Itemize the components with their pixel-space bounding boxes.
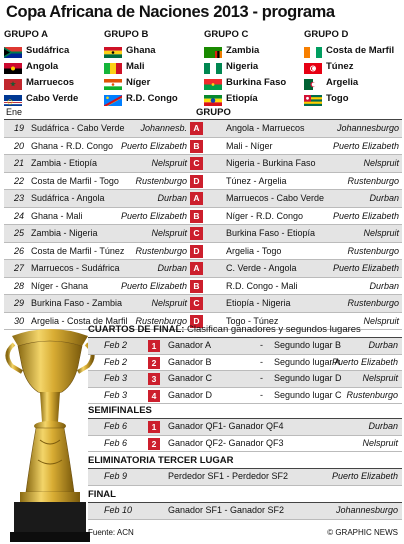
match-day: 30 — [13, 315, 24, 326]
flag-cape-verde-icon — [4, 93, 22, 104]
third-place-section — [88, 454, 402, 486]
team-name: Sudáfrica — [26, 44, 70, 56]
team-row — [4, 90, 102, 106]
team-right: Segundo lugar C — [274, 389, 342, 400]
match-venue: Puerto Elizabeth — [331, 471, 398, 481]
match-text: Ganador SF1 - Ganador SF2 — [168, 505, 285, 515]
flag-tunisia-icon — [304, 61, 322, 72]
group-a — [4, 29, 102, 106]
match-row — [4, 208, 402, 226]
venue-left: Rustenburgo — [135, 245, 187, 256]
venue-left: Durban — [157, 263, 187, 273]
venue-left: Rustenburgo — [135, 175, 187, 186]
quarterfinals-header — [88, 323, 402, 338]
match-right: R.D. Congo - Mali — [226, 280, 298, 291]
page-title: Copa Africana de Naciones 2013 - programa — [6, 3, 335, 21]
match-left: Argelia - Costa de Marfil — [31, 315, 128, 326]
group-badge: C — [190, 157, 203, 170]
month-label: Ene — [6, 107, 23, 117]
venue-left: Puerto Elizabeth — [120, 140, 187, 151]
semifinals-section — [88, 404, 402, 452]
quarterfinal-row — [88, 338, 402, 355]
group-badge: B — [190, 280, 203, 293]
venue-left: Nelspruit — [151, 228, 187, 238]
group-badge: A — [190, 262, 203, 275]
team-row — [104, 74, 202, 90]
group-badge: D — [190, 245, 203, 258]
team-right: Segundo lugar B — [274, 340, 342, 350]
match-day: 22 — [13, 175, 24, 186]
team-name: Zambia — [226, 44, 260, 56]
semifinal-row — [88, 436, 402, 453]
team-name: Cabo Verde — [26, 92, 79, 104]
match-day: 28 — [13, 280, 24, 291]
team-left: Ganador C — [168, 373, 213, 383]
flag-mali-icon — [104, 61, 122, 72]
team-row — [304, 42, 402, 58]
match-venue: Johannesburgo — [335, 505, 398, 515]
team-row — [4, 42, 102, 58]
match-left: Marruecos - Sudáfrica — [31, 263, 120, 273]
flag-zambia-icon — [204, 45, 222, 56]
match-right: Nigeria - Burkina Faso — [226, 158, 316, 168]
match-day: 19 — [13, 123, 24, 133]
team-name: R.D. Congo — [126, 92, 178, 104]
match-right: Níger - R.D. Congo — [226, 210, 304, 221]
match-row — [4, 190, 402, 208]
match-left: Costa de Marfil - Túnez — [31, 245, 125, 256]
match-number-badge: 1 — [148, 340, 160, 352]
group-title: GRUPO A — [4, 29, 48, 40]
venue-left: Nelspruit — [151, 298, 187, 308]
group-badge: C — [190, 297, 203, 310]
match-venue: Rustenburgo — [346, 389, 398, 400]
group-badge: B — [190, 210, 203, 223]
match-day: Feb 6 — [104, 421, 128, 431]
venue-right: Rustenburgo — [347, 298, 399, 308]
team-row — [204, 90, 302, 106]
third-place-row — [88, 469, 402, 486]
match-row — [4, 260, 402, 278]
team-name: Togo — [326, 92, 349, 104]
team-row — [304, 90, 402, 106]
group-badge: D — [190, 175, 203, 188]
semifinal-row — [88, 419, 402, 436]
match-right: Burkina Faso - Etiopía — [226, 228, 316, 238]
match-left: Ghana - Mali — [31, 210, 83, 221]
separator: - — [260, 389, 263, 400]
quarterfinals-title: CUARTOS DE FINAL: — [88, 324, 185, 335]
venue-left: Puerto Elizabeth — [120, 210, 187, 221]
group-title: GRUPO C — [204, 29, 249, 40]
venue-right: Johannesburgo — [336, 123, 399, 133]
match-venue: Durban — [368, 340, 398, 350]
team-row — [104, 90, 202, 106]
venue-left: Durban — [157, 193, 187, 203]
match-day: 20 — [13, 140, 24, 151]
venue-right: Nelspruit — [363, 228, 399, 238]
venue-right: Nelspruit — [363, 158, 399, 168]
trophy-icon — [0, 322, 100, 544]
match-left: Costa de Marfil - Togo — [31, 175, 119, 186]
third-place-header: ELIMINATORIA TERCER LUGAR — [88, 454, 402, 469]
venue-right: Durban — [369, 280, 399, 291]
match-row — [4, 155, 402, 173]
match-right: Angola - Marruecos — [226, 123, 305, 133]
team-name: Angola — [26, 60, 59, 72]
source-label: Fuente: ACN — [88, 528, 134, 537]
flag-angola-icon — [4, 61, 22, 72]
team-name: Mali — [126, 60, 145, 72]
match-day: Feb 2 — [104, 356, 128, 367]
flag-ghana-icon — [104, 45, 122, 56]
team-left: Ganador B — [168, 356, 212, 367]
team-right: Segundo lugar D — [274, 373, 342, 383]
flag-morocco-icon — [4, 77, 22, 88]
final-section — [88, 488, 402, 520]
match-day: 23 — [13, 193, 24, 203]
match-text: Ganador QF1- Ganador QF4 — [168, 421, 284, 431]
match-right: Túnez - Argelia — [226, 175, 287, 186]
match-right: Argelia - Togo — [226, 245, 282, 256]
venue-right: Puerto Elizabeth — [332, 140, 399, 151]
match-row — [4, 120, 402, 138]
team-row — [204, 42, 302, 58]
match-right: Marruecos - Cabo Verde — [226, 193, 325, 203]
flag-dr-congo-icon — [104, 93, 122, 104]
team-left: Ganador D — [168, 389, 213, 400]
team-left: Ganador A — [168, 340, 212, 350]
match-number-badge: 2 — [148, 438, 160, 450]
match-right: C. Verde - Angola — [226, 263, 297, 273]
schedule-header — [4, 106, 402, 120]
match-venue: Nelspruit — [362, 373, 398, 383]
match-right: Togo - Túnez — [226, 315, 279, 326]
copyright-label: © GRAPHIC NEWS — [327, 528, 398, 537]
match-left: Níger - Ghana — [31, 280, 89, 291]
group-d — [304, 29, 402, 106]
flag-algeria-icon — [304, 77, 322, 88]
group-c — [204, 29, 302, 106]
match-venue: Durban — [368, 421, 398, 431]
group-b — [104, 29, 202, 106]
venue-right: Rustenburgo — [347, 245, 399, 256]
match-day: 26 — [13, 245, 24, 256]
flag-south-africa-icon — [4, 45, 22, 56]
match-left: Zambia - Nigeria — [31, 228, 98, 238]
group-badge: D — [190, 315, 203, 328]
match-number-badge: 2 — [148, 357, 160, 369]
match-row — [4, 173, 402, 191]
match-day: Feb 2 — [104, 340, 128, 350]
venue-left: Rustenburgo — [135, 315, 187, 326]
match-left: Sudáfrica - Cabo Verde — [31, 123, 125, 133]
match-left: Ghana - R.D. Congo — [31, 140, 114, 151]
match-right: Mali - Níger — [226, 140, 273, 151]
final-row — [88, 503, 402, 520]
team-row — [104, 42, 202, 58]
venue-right: Puerto Elizabeth — [332, 210, 399, 221]
quarterfinals-subtitle: Clasifican ganadores y segundos lugares — [187, 324, 361, 335]
flag-togo-icon — [304, 93, 322, 104]
quarterfinal-row — [88, 388, 402, 405]
flag-nigeria-icon — [204, 61, 222, 72]
team-row — [104, 58, 202, 74]
team-row — [204, 58, 302, 74]
group-badge: A — [190, 192, 203, 205]
match-row — [4, 278, 402, 296]
match-day: 24 — [13, 210, 24, 221]
quarterfinal-row — [88, 355, 402, 372]
group-title: GRUPO B — [104, 29, 149, 40]
flag-burkina-faso-icon — [204, 77, 222, 88]
match-number-badge: 1 — [148, 421, 160, 433]
venue-right: Durban — [369, 193, 399, 203]
group-badge: C — [190, 227, 203, 240]
separator: - — [260, 356, 263, 367]
match-day: Feb 6 — [104, 437, 128, 448]
flag-ethiopia-icon — [204, 93, 222, 104]
semifinals-header: SEMIFINALES — [88, 404, 402, 419]
match-day: Feb 3 — [104, 389, 128, 400]
match-venue: Puerto Elizabeth — [331, 356, 398, 367]
venue-right: Nelspruit — [363, 315, 399, 326]
separator: - — [260, 340, 263, 350]
team-row — [304, 58, 402, 74]
team-name: Argelia — [326, 76, 359, 88]
match-row — [4, 243, 402, 261]
flag-ivory-coast-icon — [304, 45, 322, 56]
match-day: 21 — [13, 158, 24, 168]
group-column-label: GRUPO — [196, 107, 231, 118]
flag-niger-icon — [104, 77, 122, 88]
quarterfinal-row — [88, 371, 402, 388]
group-badge: A — [190, 122, 203, 135]
match-day: 29 — [13, 298, 24, 308]
venue-left: Johannesb. — [140, 123, 187, 133]
separator: - — [260, 373, 263, 383]
match-row — [4, 225, 402, 243]
venue-left: Nelspruit — [151, 158, 187, 168]
team-name: Etiopía — [226, 92, 258, 104]
match-left: Burkina Faso - Zambia — [31, 298, 123, 308]
team-right: Segundo lugar A — [274, 356, 341, 367]
team-row — [304, 74, 402, 90]
team-name: Túnez — [326, 60, 354, 72]
team-name: Níger — [126, 76, 151, 88]
group-title: GRUPO D — [304, 29, 349, 40]
match-right: Etiopía - Nigeria — [226, 298, 291, 308]
group-schedule — [4, 120, 402, 330]
team-name: Ghana — [126, 44, 156, 56]
match-day: 27 — [13, 263, 24, 273]
team-name: Nigeria — [226, 60, 259, 72]
quarterfinals-section — [88, 323, 402, 404]
match-day: Feb 9 — [104, 471, 128, 481]
group-badge: B — [190, 140, 203, 153]
venue-right: Rustenburgo — [347, 175, 399, 186]
team-row — [4, 58, 102, 74]
match-text: Ganador QF2- Ganador QF3 — [168, 437, 284, 448]
team-name: Marruecos — [26, 76, 75, 88]
match-left: Sudáfrica - Angola — [31, 193, 105, 203]
team-row — [4, 74, 102, 90]
team-row — [204, 74, 302, 90]
match-row — [4, 295, 402, 313]
match-day: Feb 3 — [104, 373, 128, 383]
final-header: FINAL — [88, 488, 402, 503]
match-venue: Nelspruit — [362, 437, 398, 448]
match-row — [4, 138, 402, 156]
groups-panel — [4, 29, 402, 106]
match-number-badge: 3 — [148, 373, 160, 385]
match-number-badge: 4 — [148, 390, 160, 402]
venue-right: Puerto Elizabeth — [332, 263, 399, 273]
match-left: Zambia - Etiopía — [31, 158, 98, 168]
match-text: Perdedor SF1 - Perdedor SF2 — [168, 471, 289, 481]
team-name: Burkina Faso — [226, 76, 287, 88]
venue-left: Puerto Elizabeth — [120, 280, 187, 291]
match-day: Feb 10 — [104, 505, 133, 515]
team-name: Costa de Marfil — [326, 44, 395, 56]
match-day: 25 — [13, 228, 24, 238]
